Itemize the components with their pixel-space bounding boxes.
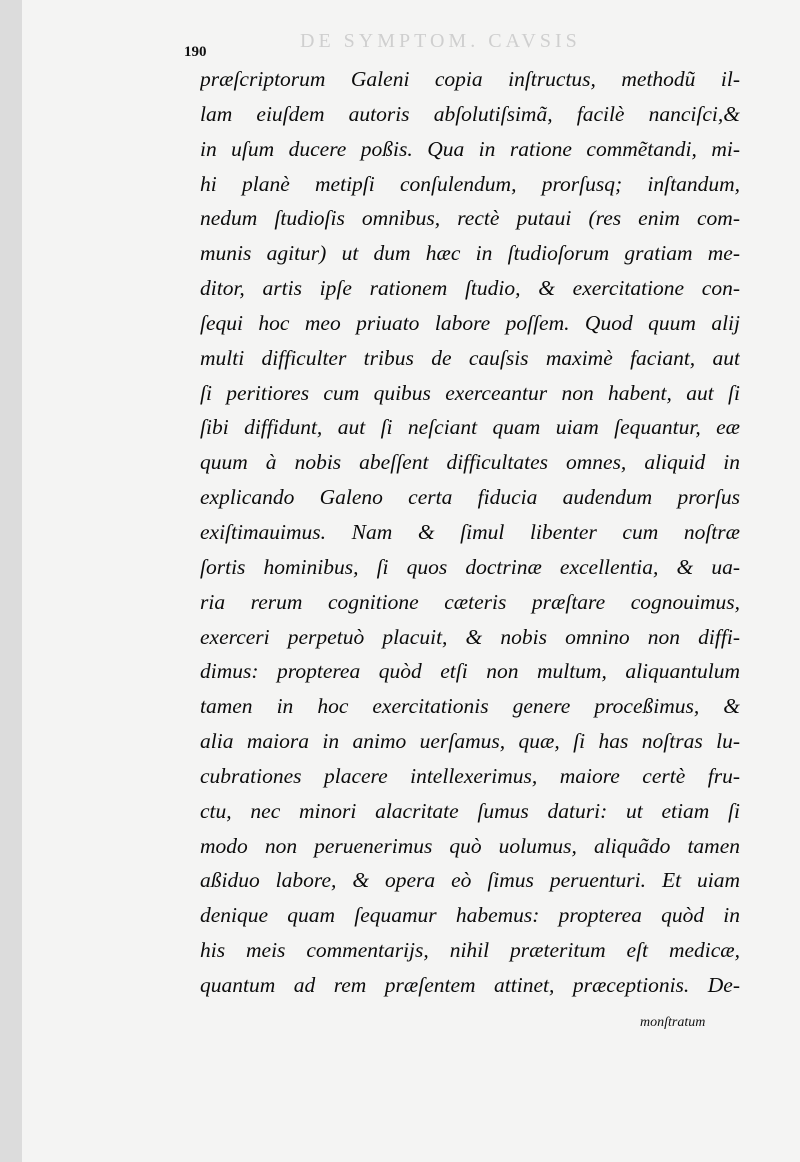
body-text	[200, 62, 740, 1003]
text-line: modo non peruenerimus quò uolumus, aliquãdo tamen	[200, 833, 740, 858]
text-line: ctu, nec minori alacritate ſumus daturi: ut etiam ſi	[200, 798, 740, 823]
text-line: tamen in hoc exercitationis genere proceßimus, &	[200, 694, 740, 719]
text-line: ſibi diffidunt, aut ſi neſciant quam uiam ſequantur, eæ	[200, 415, 740, 440]
text-line: explicando Galeno certa fiducia audendum prorſus	[200, 485, 740, 510]
page-number: 190	[184, 44, 207, 60]
text-line: alia maiora in animo uerſamus, quæ, ſi has noſtras lu-	[200, 729, 740, 754]
text-line: dimus: propterea quòd etſi non multum, aliquantulum	[200, 659, 740, 684]
text-line: munis agitur) ut dum hæc in ſtudioſorum gratiam me-	[200, 241, 740, 266]
text-line: ditor, artis ipſe rationem ſtudio, & exercitatione con-	[200, 276, 740, 301]
text-line: quum à nobis abeſſent difficultates omnes, aliquid in	[200, 450, 740, 475]
catchword: monſtratum	[640, 1015, 706, 1030]
text-line: exiſtimauimus. Nam & ſimul libenter cum noſtræ	[200, 519, 740, 544]
text-line: his meis commentarijs, nihil præteritum eſt medicæ,	[200, 938, 740, 963]
text-line: aßiduo labore, & opera eò ſimus peruenturi. Et uiam	[200, 868, 740, 893]
gutter-shadow	[0, 0, 22, 1162]
text-line: exerceri perpetuò placuit, & nobis omnino non diffi-	[200, 624, 740, 649]
text-line: præſcriptorum Galeni copia inſtructus, methodũ il-	[200, 67, 740, 91]
text-line: ſequi hoc meo priuato labore poſſem. Quod quum alij	[200, 310, 740, 335]
text-line: denique quam ſequamur habemus: propterea quòd in	[200, 903, 740, 928]
text-line: multi difficulter tribus de cauſsis maximè faciant, aut	[200, 345, 740, 370]
running-head-bleedthrough: DE SYMPTOM. CAVSIS	[300, 30, 581, 52]
text-line: hi planè metipſi conſulendum, prorſusq; inſtandum,	[200, 171, 740, 196]
text-line: cubrationes placere intellexerimus, maiore certè fru-	[200, 763, 740, 788]
text-line: lam eiuſdem autoris abſolutiſsimã, facilè nanciſci,&	[200, 101, 740, 126]
text-line: ria rerum cognitione cæteris præſtare cognouimus,	[200, 589, 740, 614]
text-line: quantum ad rem præſentem attinet, præceptionis. De-	[200, 972, 740, 997]
text-line: nedum ſtudioſis omnibus, rectè putaui (res enim com-	[200, 206, 740, 231]
text-line: ſortis hominibus, ſi quos doctrinæ excellentia, & ua-	[200, 554, 740, 579]
text-line: in uſum ducere poßis. Qua in ratione commẽtandi, mi-	[200, 136, 740, 161]
text-line: ſi peritiores cum quibus exerceantur non habent, aut ſi	[200, 380, 740, 405]
